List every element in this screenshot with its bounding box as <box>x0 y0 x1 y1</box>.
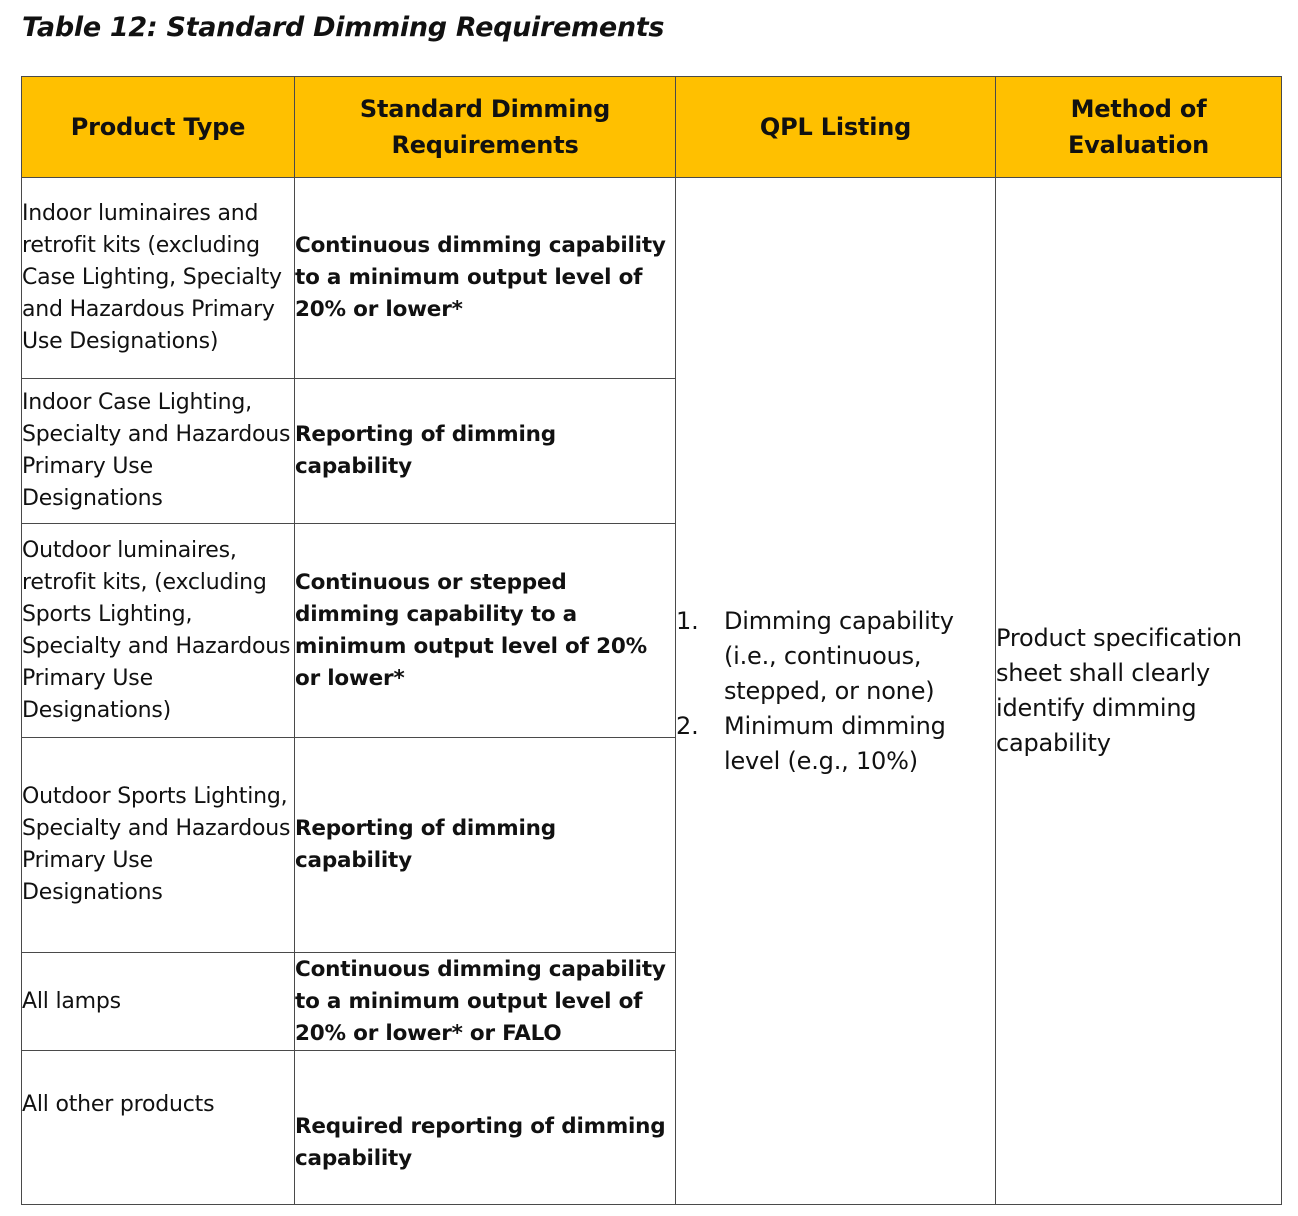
qpl-list-item <box>676 604 995 709</box>
method-of-evaluation-cell: Product specification sheet shall clearly identify dimming capability <box>996 178 1282 1205</box>
requirement-cell: Continuous dimming capability to a minimum output level of 20% or lower* or FALO <box>295 953 676 1051</box>
requirement-cell: Reporting of dimming capability <box>295 379 676 524</box>
header-qpl-listing: QPL Listing <box>676 77 996 178</box>
header-product-type: Product Type <box>22 77 295 178</box>
header-requirements-label: Standard Dimming Requirements <box>359 95 611 159</box>
requirement-cell: Reporting of dimming capability <box>295 738 676 953</box>
qpl-item-text: Dimming capability (i.e., continuous, stepped, or none) <box>724 606 954 705</box>
header-method <box>996 77 1282 178</box>
requirement-cell: Continuous dimming capability to a minimum output level of 20% or lower* <box>295 178 676 379</box>
header-method-label: Method of Evaluation <box>1067 95 1210 159</box>
product-type-cell: Outdoor luminaires, retrofit kits, (excluding Sports Lighting, Specialty and Hazardous Primary Use Designations) <box>22 524 295 738</box>
qpl-item-number: 2. <box>676 711 699 740</box>
table-row <box>22 178 1282 379</box>
qpl-list <box>676 604 995 779</box>
requirement-cell: Required reporting of dimming capability <box>295 1051 676 1205</box>
product-type-cell: Indoor Case Lighting, Specialty and Hazardous Primary Use Designations <box>22 379 295 524</box>
qpl-item-number: 1. <box>676 606 699 635</box>
product-type-cell: Outdoor Sports Lighting, Specialty and Hazardous Primary Use Designations <box>22 738 295 953</box>
header-row <box>22 77 1282 178</box>
qpl-listing-cell <box>676 178 996 1205</box>
qpl-item-text: Minimum dimming level (e.g., 10%) <box>724 711 946 775</box>
table-title: Table 12: Standard Dimming Requirements <box>22 12 665 43</box>
dimming-requirements-table <box>21 76 1282 1205</box>
product-type-cell: All lamps <box>22 953 295 1051</box>
qpl-list-item <box>676 709 995 779</box>
requirement-cell: Continuous or stepped dimming capability to a minimum output level of 20% or lower* <box>295 524 676 738</box>
product-type-cell: Indoor luminaires and retrofit kits (excluding Case Lighting, Specialty and Hazardous Primary Use Designations) <box>22 178 295 379</box>
header-requirements <box>295 77 676 178</box>
product-type-cell: All other products <box>22 1051 295 1205</box>
